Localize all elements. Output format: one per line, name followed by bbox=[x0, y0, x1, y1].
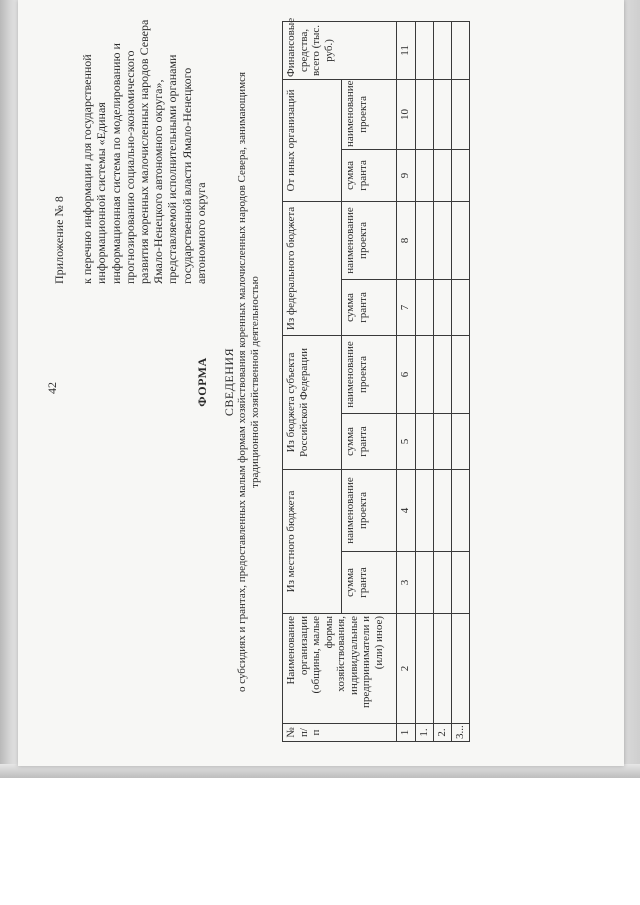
rotated-content bbox=[40, 14, 600, 750]
table-cell bbox=[416, 469, 434, 551]
appendix-text: к перечню информации для государственной информационной системы «Единая информационная система по моделированию и прогнозированию социально-экономического развития коренных малочисленных народов Севера Ямало-Ненецкого автономного округа», представляемой исполнительными органами государственной власти Ямало-Ненецкого автономного округа bbox=[80, 19, 208, 284]
table-cell bbox=[434, 413, 452, 469]
table-cell bbox=[452, 79, 470, 149]
table-cell bbox=[416, 79, 434, 149]
column-number: 2 bbox=[397, 614, 416, 724]
table-cell bbox=[452, 614, 470, 724]
column-number-row bbox=[397, 21, 416, 741]
table-row bbox=[416, 21, 434, 741]
column-number: 1 bbox=[397, 724, 416, 742]
table-cell bbox=[416, 149, 434, 201]
subheader-amount: сумма гранта bbox=[342, 149, 397, 201]
table-cell bbox=[416, 279, 434, 335]
column-number: 7 bbox=[397, 279, 416, 335]
table-cell bbox=[434, 335, 452, 413]
header-num: № п/п bbox=[283, 724, 397, 742]
table-row bbox=[452, 21, 470, 741]
table-cell bbox=[452, 279, 470, 335]
column-number: 6 bbox=[397, 335, 416, 413]
page-number: 42 bbox=[45, 382, 59, 394]
column-number: 5 bbox=[397, 413, 416, 469]
table-cell bbox=[416, 614, 434, 724]
table-cell bbox=[434, 79, 452, 149]
subheader-project: наименование проекта bbox=[342, 79, 397, 149]
table-cell bbox=[434, 21, 452, 79]
header-regional-budget: Из бюджета субъекта Российской Федерации bbox=[283, 335, 342, 469]
table-cell bbox=[452, 413, 470, 469]
form-description: о субсидиях и грантах, предоставленных малым формам хозяйствования коренных малочисленных народов Севера, занимающимся традиционной хозяйственной деятельностью bbox=[236, 71, 261, 693]
form-title: ФОРМА bbox=[195, 357, 209, 407]
table-cell bbox=[434, 201, 452, 279]
table-row bbox=[434, 21, 452, 741]
table-cell bbox=[434, 469, 452, 551]
appendix-block bbox=[52, 14, 208, 284]
header-organization: Наименование организации (общины, малые формы хозяйствования, индивидуальные предприниматели и (или) иное) bbox=[283, 614, 397, 724]
table-cell bbox=[452, 149, 470, 201]
table-cell bbox=[416, 413, 434, 469]
row-number: 2. bbox=[434, 724, 452, 742]
table-cell bbox=[452, 335, 470, 413]
header-row bbox=[283, 21, 342, 741]
table-cell bbox=[416, 21, 434, 79]
header-federal-budget: Из федерального бюджета bbox=[283, 201, 342, 335]
column-number: 3 bbox=[397, 552, 416, 614]
column-number: 9 bbox=[397, 149, 416, 201]
header-total-funds: Финансовые средства, всего (тыс. руб.) bbox=[283, 21, 397, 79]
subheader-project: наименование проекта bbox=[342, 335, 397, 413]
table-cell bbox=[416, 335, 434, 413]
appendix-title: Приложение № 8 bbox=[52, 196, 66, 284]
document-page bbox=[18, 0, 624, 766]
row-number: 1. bbox=[416, 724, 434, 742]
table-cell bbox=[452, 552, 470, 614]
row-number: 3... bbox=[452, 724, 470, 742]
subheader-amount: сумма гранта bbox=[342, 279, 397, 335]
table-cell bbox=[434, 614, 452, 724]
subheader-amount: сумма гранта bbox=[342, 552, 397, 614]
table-cell bbox=[416, 552, 434, 614]
subheader-project: наименование проекта bbox=[342, 201, 397, 279]
subheader-project: наименование проекта bbox=[342, 469, 397, 551]
subheader-amount: сумма гранта bbox=[342, 413, 397, 469]
header-other-organizations: От иных организаций bbox=[283, 79, 342, 201]
table-cell bbox=[452, 201, 470, 279]
scanner-edge bbox=[0, 764, 640, 778]
column-number: 4 bbox=[397, 469, 416, 551]
header-local-budget: Из местного бюджета bbox=[283, 469, 342, 613]
column-number: 10 bbox=[397, 79, 416, 149]
column-number: 8 bbox=[397, 201, 416, 279]
table-cell bbox=[452, 469, 470, 551]
form-subtitle: СВЕДЕНИЯ bbox=[222, 347, 236, 417]
table-cell bbox=[434, 552, 452, 614]
table-cell bbox=[434, 279, 452, 335]
table-cell bbox=[416, 201, 434, 279]
subsidies-table bbox=[282, 17, 470, 742]
table-cell bbox=[434, 149, 452, 201]
column-number: 11 bbox=[397, 21, 416, 79]
table-cell bbox=[452, 21, 470, 79]
